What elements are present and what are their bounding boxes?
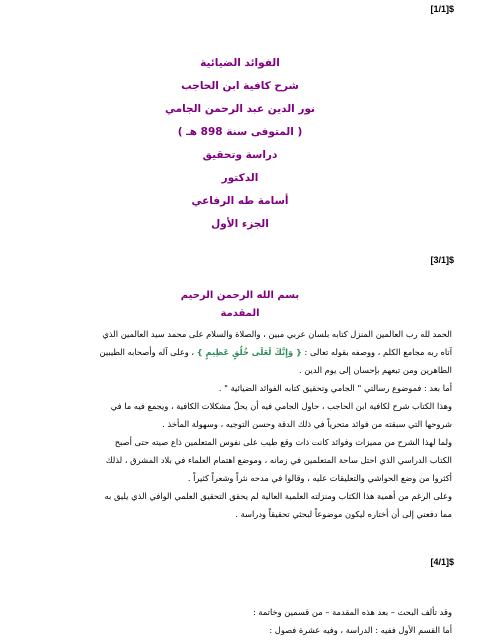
basmala: بسم الله الرحمن الرحيم (180, 290, 300, 301)
paragraph-5-line-1: وعلى الرغم من أهمية هذا الكتاب ومنزلته العلمية العالية لم يحقق التحقيق العلمي الوافي الذي يليق به (104, 491, 452, 501)
paragraph-1-line-1: الحمد لله رب العالمين المنزل كتابه بلسان عربي مبين ، والصلاة والسلام على محمد سيد العالمين الذي (102, 329, 452, 339)
line-2-before: آتاه ربه مجامع الكلم ، ووصفه بقوله تعالى : (301, 347, 452, 357)
paragraph-1-line-2 (22, 343, 452, 361)
paragraph-4-line-2: الكتاب الدراسي الذي احتل ساحة المتعلمين في زمانه ، وموضع اهتمام العلماء في بلاد المشرق ، لذلك (105, 455, 452, 465)
quran-quote: { وَإِنَّكَ لَعَلَى خُلُقٍ عَظِيمٍ } (196, 347, 302, 357)
lower-line-2: أما القسم الأول ففيه : الدراسة ، وفيه عشرة فصول : (269, 625, 452, 635)
paragraph-2: أما بعد : فموضوع رسالتي " الجامي وتحقيق كتابه الفوائد الضيائية " . (218, 383, 452, 393)
paragraph-3-line-1: وهذا الكتاب شرح لكافية ابن الحاجب ، حاول الجامي فيه أن يحلّ مشكلات الكافية ، ويجمع فيه ما في (110, 401, 452, 411)
paragraph-3-line-2: شروحها التي سبقته من فوائد متحرياً في ذلك الدقة وحسن التوجيه ، وسهولة المأخذ . (162, 419, 452, 429)
editor-name: أسامة طه الرفاعي (191, 195, 289, 207)
lower-body (22, 603, 452, 639)
volume-label: الجزء الأول (211, 218, 269, 230)
paragraph-5-line-2: مما دفعني إلى أن أختاره ليكون موضوعاً لبحثي تحقيقاً ودراسة . (235, 509, 452, 519)
line-2-after: ، وعلى آله وأصحابه الطيبين (99, 347, 197, 357)
book-subtitle: شرح كافية ابن الحاجب (181, 80, 299, 92)
intro-body (22, 325, 452, 523)
paragraph-1-line-3: الطاهرين ومن تبعهم بإحسان إلى يوم الدين . (298, 365, 452, 375)
intro-heading: المقدمة (220, 308, 260, 319)
author-death-date: ( المتوفى سنة 898 هـ ) (177, 126, 303, 138)
doctor-label: الدكتور (221, 172, 259, 184)
lower-line-1: وقد تألف البحث – بعد هذه المقدمة – من قسمين وخاتمة : (252, 607, 452, 617)
paragraph-4-line-1: ولما لهذا الشرح من مميزات وفوائد كانت ذات وقع طيب على نفوس المتعلمين ذاع صيته حتى أصبح (114, 437, 452, 447)
page-marker-3: [3/1]$ (430, 255, 454, 265)
book-title: الفوائد الضيائية (200, 57, 280, 69)
paragraph-4-line-3: أكثروا من وضع الحواشي والتعليقات عليه ، وقالوا في مدحه نثراً وشعراً كثيراً . (187, 473, 452, 483)
study-label: دراسة وتحقيق (202, 149, 278, 161)
page-marker-1: [1/1]$ (430, 4, 454, 14)
author-name: نور الدين عبد الرحمن الجامي (164, 103, 316, 115)
title-block (0, 52, 480, 236)
page-marker-4: [4/1]$ (430, 557, 454, 567)
